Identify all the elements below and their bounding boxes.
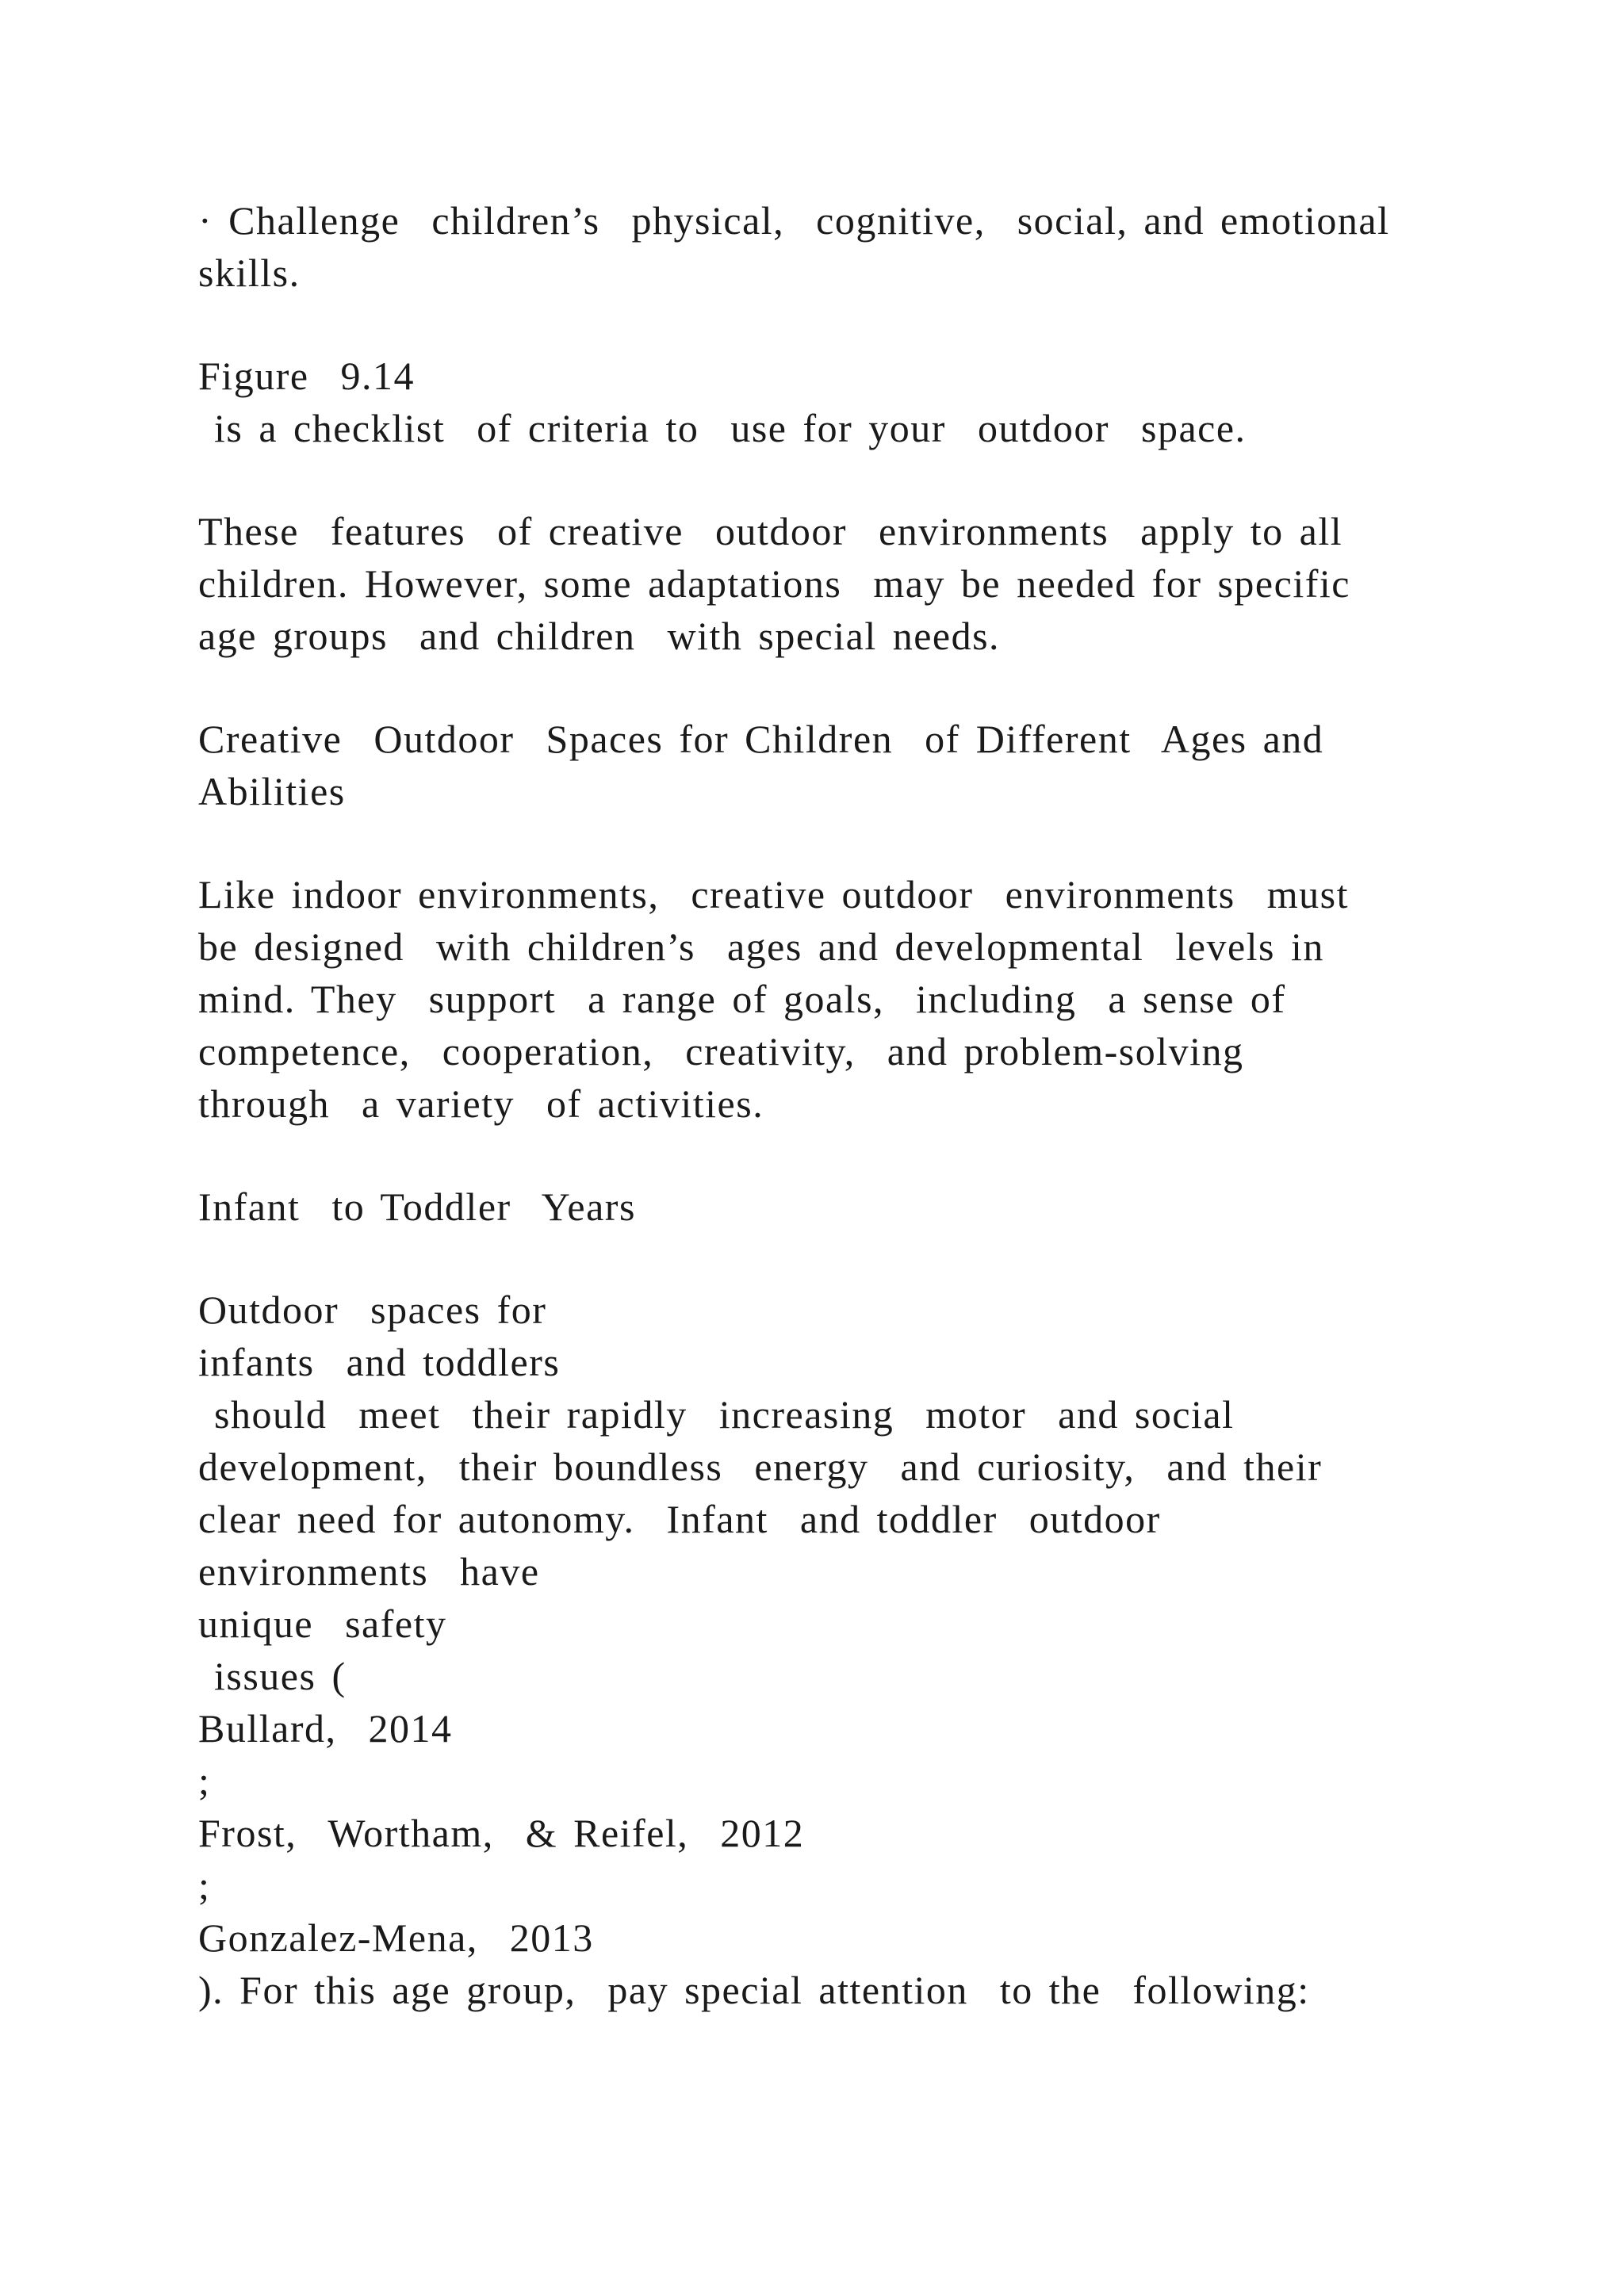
document-body	[198, 194, 1499, 2016]
bullet-paragraph	[198, 194, 1499, 299]
heading-line: Abilities	[198, 769, 346, 813]
section-heading	[198, 713, 1499, 817]
figure-reference: Figure 9.14	[198, 354, 416, 398]
infant-paragraph	[198, 1284, 1499, 2016]
citation-separator: ;	[198, 1758, 211, 1803]
heading-line: Creative Outdoor Spaces for Children of Different Ages and	[198, 717, 1324, 761]
text-line: development, their boundless energy and curiosity, and their	[198, 1445, 1323, 1489]
subheading	[198, 1181, 1499, 1233]
citation-gonzalez-mena[interactable]: Gonzalez-Mena, 2013	[198, 1915, 594, 1960]
text-line: environments have	[198, 1549, 540, 1594]
text-line: mind. They support a range of goals, including a sense of	[198, 977, 1286, 1021]
link-unique-safety[interactable]: unique safety	[198, 1601, 447, 1646]
text-line: children. However, some adaptations may be needed for specific	[198, 561, 1350, 606]
indoor-paragraph	[198, 868, 1499, 1130]
text-line: ). For this age group, pay special attention to the following:	[198, 1968, 1310, 2012]
text-line: clear need for autonomy. Infant and toddler outdoor	[198, 1497, 1161, 1541]
subheading-line: Infant to Toddler Years	[198, 1184, 636, 1229]
citation-frost[interactable]: Frost, Wortham, & Reifel, 2012	[198, 1811, 805, 1855]
text-line: should meet their rapidly increasing motor and social	[198, 1392, 1235, 1437]
text-line: competence, cooperation, creativity, and problem-solving	[198, 1029, 1244, 1073]
text-line: Like indoor environments, creative outdoor environments must	[198, 872, 1349, 916]
text-line: issues (	[198, 1654, 347, 1698]
link-infants-toddlers[interactable]: infants and toddlers	[198, 1340, 561, 1384]
text-line: age groups and children with special needs.	[198, 614, 1001, 658]
text-line: skills.	[198, 251, 301, 295]
figure-paragraph	[198, 350, 1499, 454]
citation-bullard[interactable]: Bullard, 2014	[198, 1706, 453, 1751]
text-line: be designed with children’s ages and developmental levels in	[198, 924, 1324, 969]
text-line: is a checklist of criteria to use for your outdoor space.	[198, 406, 1247, 450]
citation-separator: ;	[198, 1863, 211, 1908]
text-line: · Challenge children’s physical, cognitive, social, and emotional	[198, 198, 1390, 243]
text-line: through a variety of activities.	[198, 1081, 764, 1126]
text-line: Outdoor spaces for	[198, 1288, 547, 1332]
text-line: These features of creative outdoor environments apply to all	[198, 509, 1343, 553]
features-paragraph	[198, 505, 1499, 662]
